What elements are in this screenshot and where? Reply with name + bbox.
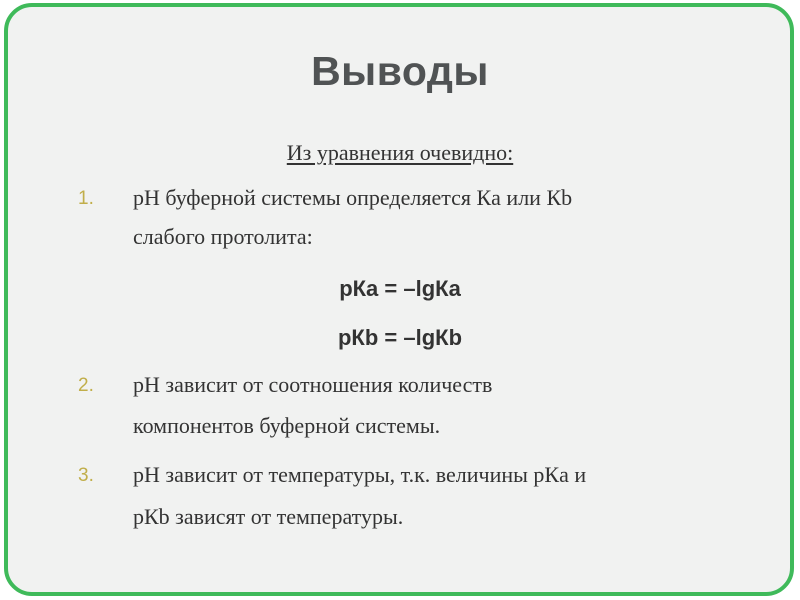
slide-subtitle: Из уравнения очевидно: [286, 140, 514, 165]
list-item-text-line: компонентов буферной системы. [133, 413, 441, 438]
list-number: 2. [78, 375, 94, 396]
formula-pkb: pКb = –lgКb [337, 325, 463, 350]
slide-title: Выводы [311, 48, 489, 94]
list-number: 3. [78, 465, 94, 486]
formula-pka: pКa = –lgКa [339, 276, 461, 301]
list-item-text-line: слабого протолита: [133, 224, 313, 249]
list-number: 1. [78, 188, 94, 209]
list-item-text-line: pH зависит от температуры, т.к. величины pКa и [133, 462, 587, 487]
list-item-text-line: pH зависит от соотношения количеств [133, 372, 493, 397]
list-item-text-line: pКb зависят от температуры. [133, 504, 404, 529]
list-item-text-line: pH буферной системы определяется Кa или Кb [133, 185, 573, 210]
